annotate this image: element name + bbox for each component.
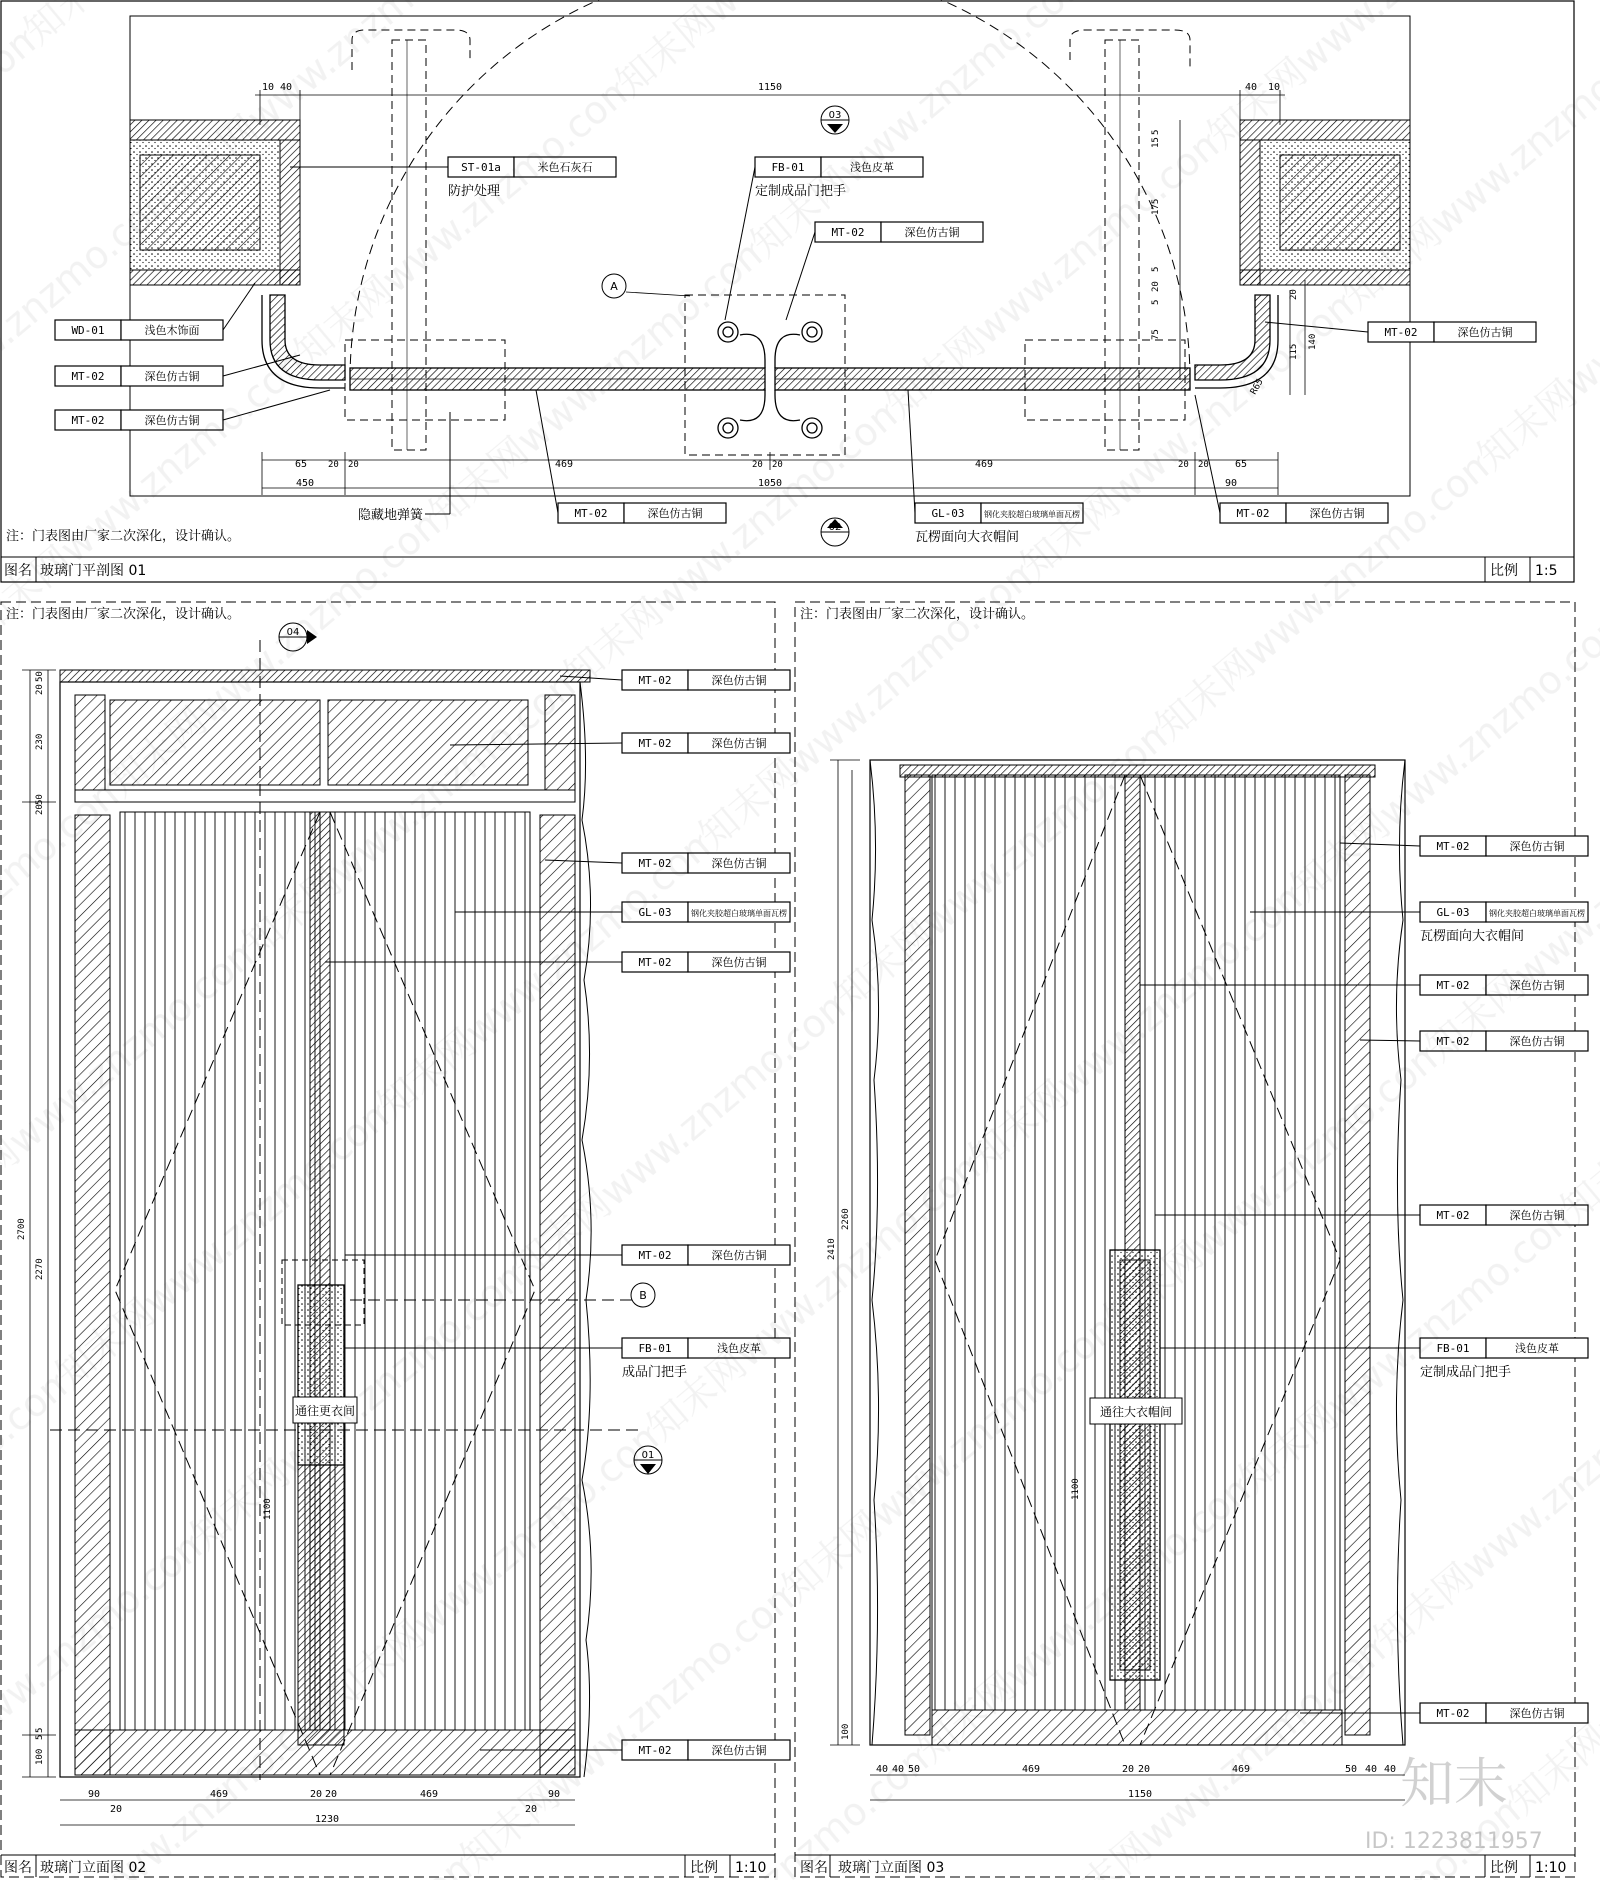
brand-logo: 知末 — [1400, 1752, 1508, 1815]
brand-id: ID: 1223811957 — [1365, 1829, 1543, 1854]
